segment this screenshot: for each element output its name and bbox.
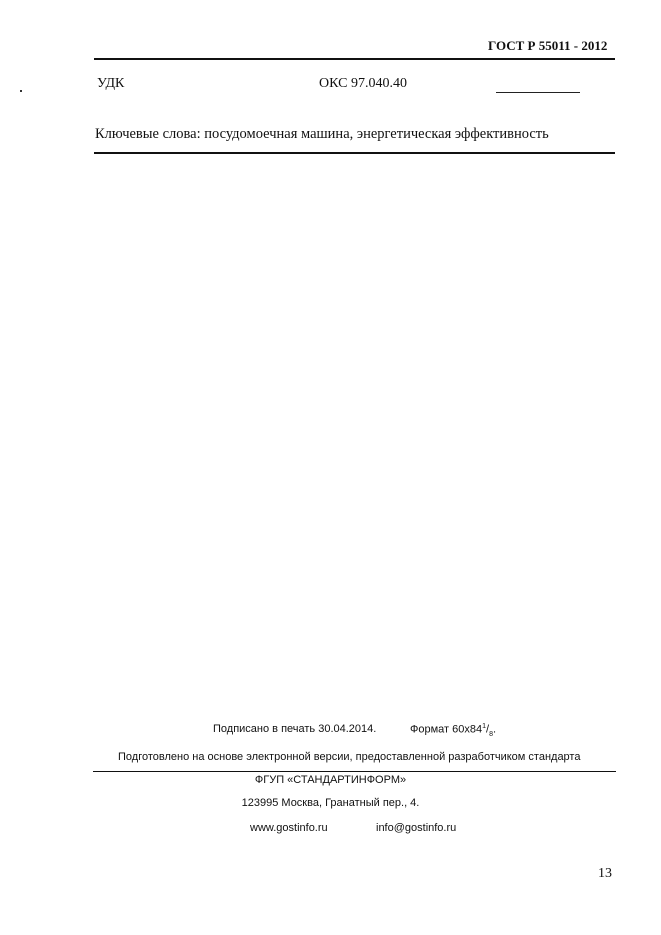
page-number: 13	[598, 866, 612, 881]
publisher-name: ФГУП «СТАНДАРТИНФОРМ»	[254, 774, 407, 786]
prepared-note: Подготовлено на основе электронной версии, предоставленной разработчиком стандарта	[118, 751, 581, 763]
udk-label: УДК	[97, 76, 125, 91]
format-suffix: .	[492, 723, 497, 736]
imprint-divider	[93, 771, 616, 772]
keywords-divider	[94, 152, 615, 154]
udk-blank-line	[496, 92, 580, 93]
signed-date: Подписано в печать 30.04.2014.	[213, 723, 377, 735]
website-link[interactable]: www.gostinfo.ru	[250, 822, 328, 834]
format-denominator: 8	[489, 730, 493, 738]
paper-format: Формат $60x84^1/_8$.	[410, 723, 497, 738]
email-link[interactable]: info@gostinfo.ru	[376, 822, 457, 834]
format-label: Формат 60x84	[410, 723, 483, 736]
header-divider	[94, 58, 615, 60]
format-numerator: 1	[482, 723, 487, 730]
document-code: ГОСТ Р 55011 - 2012	[488, 38, 608, 53]
keywords-line: Ключевые слова: посудомоечная машина, энергетическая эффективность	[95, 126, 549, 142]
oks-code: ОКС 97.040.40	[319, 76, 407, 91]
margin-mark	[20, 90, 22, 92]
publisher-address: 123995 Москва, Гранатный пер., 4.	[241, 797, 420, 809]
